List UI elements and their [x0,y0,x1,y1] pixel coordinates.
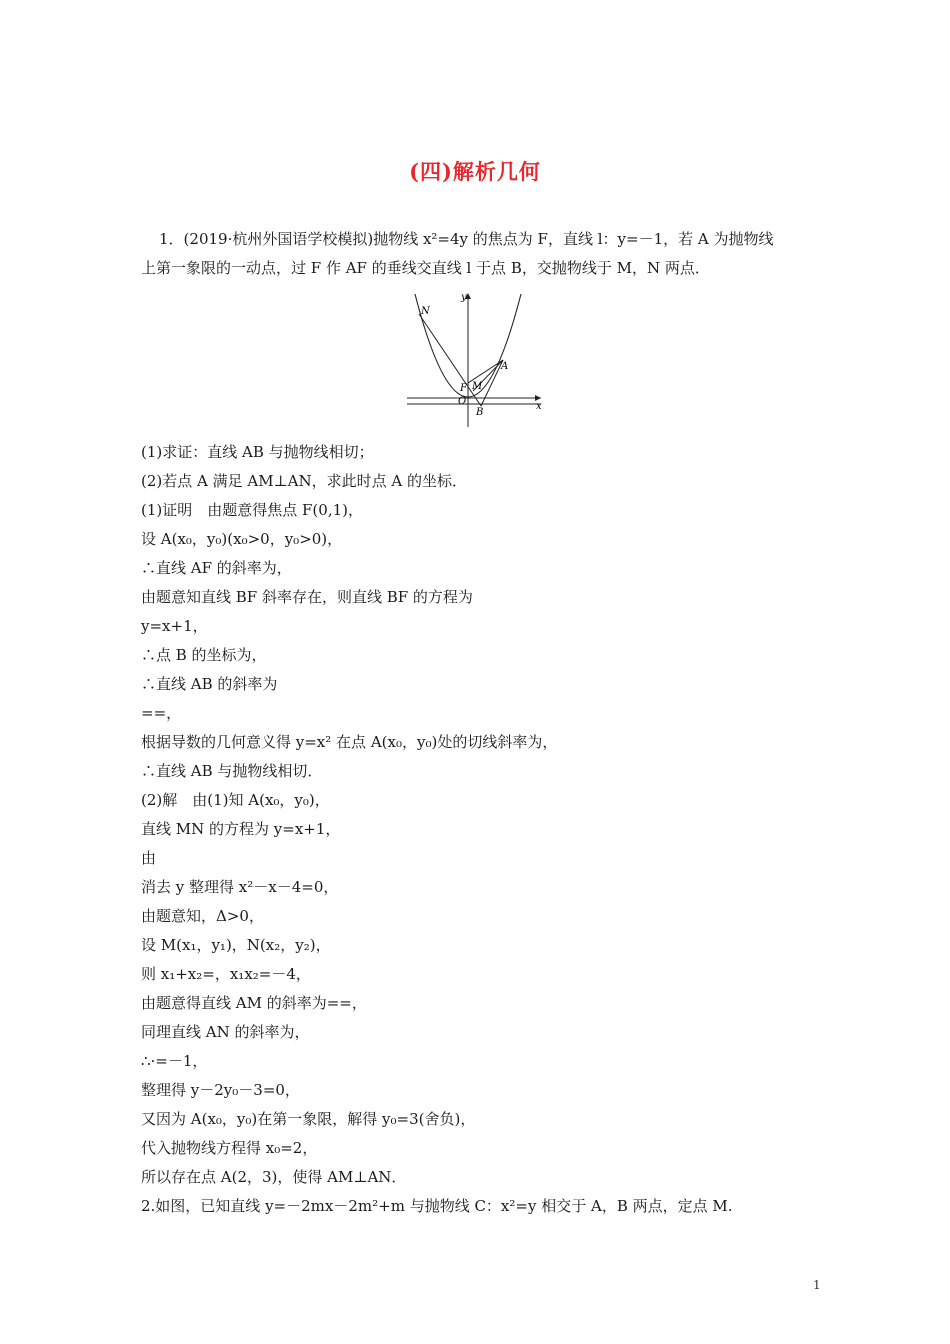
label-f: F [460,383,467,394]
text-line: (2)解 由(1)知 A(x₀，y₀)， [141,791,330,809]
label-m: M [472,381,483,392]
label-n: N [421,306,430,317]
text-line: ∴直线 AB 与抛物线相切． [141,762,323,780]
text-line: (1)求证：直线 AB 与抛物线相切； [141,443,374,461]
text-line: 由 [141,849,157,867]
text-line: ∴点 B 的坐标为， [141,646,267,664]
problem-1-stem-line-1: 1．(2019·杭州外国语学校模拟)抛物线 x²=4y 的焦点为 F，直线 l：y=－1，若 A 为抛物线 [159,230,774,248]
text-line: 同理直线 AN 的斜率为， [141,1023,310,1041]
problem-2-stem: 2.如图，已知直线 y=－2mx－2m²+m 与抛物线 C：x²=y 相交于 A，B 两点，定点 M. [141,1197,733,1215]
label-x: x [536,401,542,412]
text-line: 根据导数的几何意义得 y=x² 在点 A(x₀，y₀)处的切线斜率为， [141,733,558,751]
label-y: y [461,292,467,303]
text-line: 由题意知，Δ>0， [141,907,264,925]
page-title: (四)解析几何 [409,159,541,184]
text-line: 设 M(x₁，y₁)，N(x₂，y₂)， [141,936,331,954]
text-line: 由题意得直线 AM 的斜率为==， [141,994,367,1012]
text-line: 消去 y 整理得 x²－x－4=0， [141,878,339,896]
label-o: O [458,396,467,407]
text-line: 整理得 y－2y₀－3=0， [141,1081,300,1099]
text-line: (1)证明 由题意得焦点 F(0,1)， [141,501,363,519]
text-line: 代入抛物线方程得 x₀=2， [141,1139,318,1157]
page-number: 1 [813,1278,821,1292]
text-line: 由题意知直线 BF 斜率存在，则直线 BF 的方程为 [141,588,473,606]
text-line: 又因为 A(x₀，y₀)在第一象限，解得 y₀=3(舍负)， [141,1110,476,1128]
text-line: 所以存在点 A(2，3)，使得 AM⊥AN． [141,1168,407,1186]
text-line: ∴直线 AF 的斜率为， [141,559,292,577]
label-a: A [501,361,509,372]
text-line: ∴·=－1， [141,1052,208,1070]
text-line: 设 A(x₀，y₀)(x₀>0，y₀>0)， [141,530,343,548]
text-line: ==， [141,704,182,722]
line-nb [419,314,481,406]
text-line: 直线 MN 的方程为 y=x+1， [141,820,341,838]
label-b: B [476,407,484,418]
text-line: ∴直线 AB 的斜率为 [141,675,278,693]
text-line: 则 x₁+x₂=，x₁x₂=－4， [141,965,311,983]
parabola-figure [405,290,545,430]
text-line: y=x+1， [141,617,208,635]
text-line: (2)若点 A 满足 AM⊥AN，求此时点 A 的坐标． [141,472,468,490]
problem-1-stem-line-2: 上第一象限的一动点，过 F 作 AF 的垂线交直线 l 于点 B，交抛物线于 M，N 两点． [141,259,710,277]
